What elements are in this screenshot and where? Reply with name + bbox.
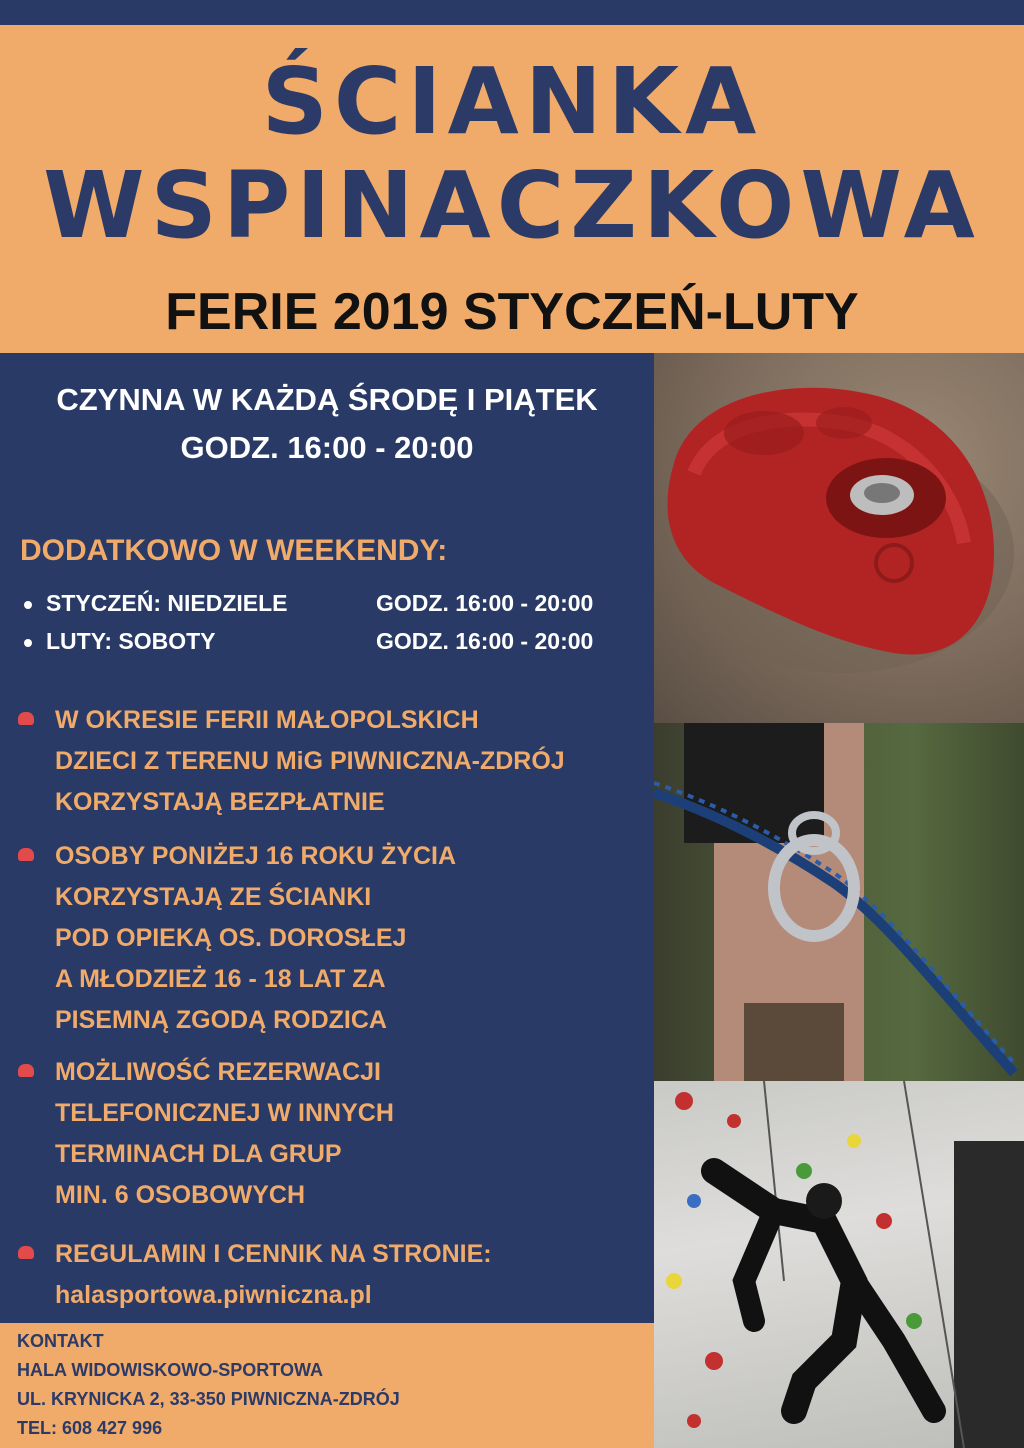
title-line-1: ŚCIANKA [261,48,763,155]
info-item-text: W OKRESIE FERII MAŁOPOLSKICH DZIECI Z TERENU MiG PIWNICZNA-ZDRÓJ KORZYSTAJĄ BEZPŁATNIE [55,706,565,816]
red-bullet-icon [18,848,34,861]
contact-venue: HALA WIDOWISKOWO-SPORTOWA [17,1360,323,1380]
red-bullet-icon [18,712,34,725]
top-strip [0,0,1024,25]
main-hours: GODZ. 16:00 - 20:00 [180,430,474,465]
weekend-item-time: GODZ. 16:00 - 20:00 [376,590,594,616]
weekend-heading: DODATKOWO W WEEKENDY: [20,534,448,567]
contact-box [0,1323,654,1448]
info-item-text: OSOBY PONIŻEJ 16 ROKU ŻYCIA KORZYSTAJĄ ZE ŚCIANKI POD OPIEKĄ OS. DOROSŁEJ A MŁODZIEŻ 16 - 18 LAT ZA PISEMNĄ ZGODĄ RODZICA [55,842,457,1034]
info-item [18,836,654,1041]
climbing-hold-photo [654,353,1024,723]
info-item [18,1234,654,1316]
bullet-dot-icon [24,639,32,647]
info-item [18,1052,654,1216]
title-line-2: WSPINACZKOWA [43,152,981,259]
info-item-text: MOŻLIWOŚĆ REZERWACJI TELEFONICZNEJ W INNYCH TERMINACH DLA GRUP MIN. 6 OSOBOWYCH [55,1058,394,1209]
weekend-item [24,590,594,617]
contact-phone: TEL: 608 427 996 [17,1418,163,1438]
belay-device-photo [654,723,1024,1081]
info-item-text: REGULAMIN I CENNIK NA STRONIE: [55,1240,492,1268]
weekend-item-time: GODZ. 16:00 - 20:00 [376,628,594,654]
contact-heading: KONTAKT [17,1331,104,1351]
bullet-dot-icon [24,601,32,609]
red-bullet-icon [18,1064,34,1077]
subtitle: FERIE 2019 STYCZEŃ-LUTY [165,283,859,341]
weekend-item-label: STYCZEŃ: NIEDZIELE [46,590,288,616]
info-item [18,700,654,823]
weekend-item [24,628,594,655]
red-bullet-icon [18,1246,34,1259]
main-days: CZYNNA W KAŻDĄ ŚRODĘ I PIĄTEK [56,382,598,417]
weekend-item-label: LUTY: SOBOTY [46,628,216,654]
climber-photo [654,1081,1024,1448]
contact-address: UL. KRYNICKA 2, 33-350 PIWNICZNA-ZDRÓJ [17,1389,400,1409]
website-link[interactable]: halasportowa.piwniczna.pl [55,1281,372,1309]
